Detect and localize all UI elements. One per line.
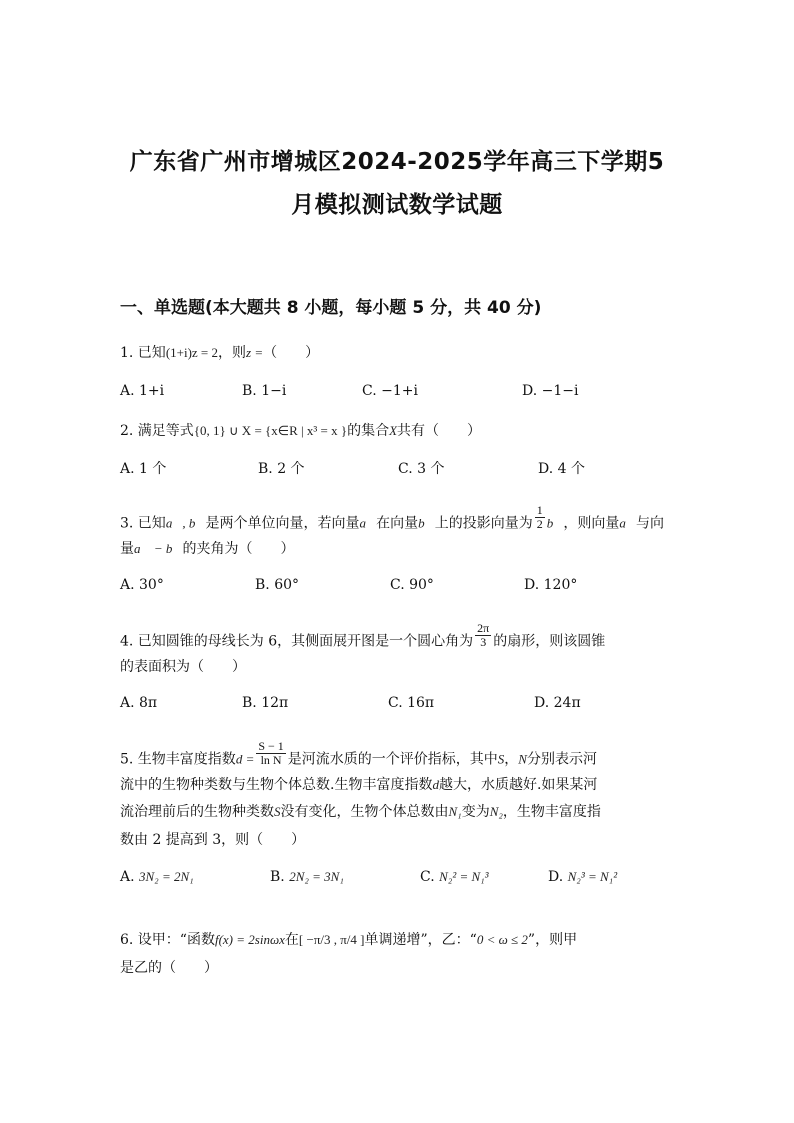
q2-set-equation: {0, 1} ∪ X = {x∈R | x³ = x } [193, 423, 348, 438]
q2-option-c: C. 3 个 [398, 461, 445, 477]
document-title-line-2: 月模拟测试数学试题 [291, 192, 503, 218]
question-5-line-3: 流治理前后的生物种类数S没有变化，生物个体总数由N₁变为N₂，生物丰富度指 [120, 804, 601, 820]
question-1: 1. 已知(1+i)z = 2，则z =（ ） [120, 345, 320, 361]
document-title-line-1: 广东省广州市增城区2024-2025学年高三下学期5 [129, 149, 665, 175]
q5-option-d: D. N₂³ = N₁² [548, 869, 618, 885]
q3-option-d: D. 120° [524, 577, 578, 593]
q1-option-b: B. 1−i [242, 383, 287, 399]
q4-option-d: D. 24π [534, 695, 581, 711]
q1-option-a: A. 1+i [120, 383, 165, 399]
section-heading: 一、单选题(本大题共 8 小题，每小题 5 分，共 40 分) [120, 298, 542, 318]
q1-option-c: C. −1+i [362, 383, 418, 399]
question-5-line-2: 流中的生物种类数与生物个体总数.生物丰富度指数d越大，水质越好.如果某河 [120, 777, 598, 793]
question-6-line-2: 是乙的（ ） [120, 960, 218, 976]
q5-fraction: $\frac{S - 1}{\text{ln N}}$ [258, 739, 284, 767]
q2-option-d: D. 4 个 [538, 461, 585, 477]
q3-option-c: C. 90° [390, 577, 434, 593]
q5-option-a: A. 3N₂ = 2N₁ [120, 869, 194, 885]
q4-fraction: $\frac{2\pi}{3}$ [477, 621, 490, 649]
question-3-line-1: 3. 已知a⃗, b⃗是两个单位向量，若向量a⃗在向量b⃗上的投影向量为 $\frac{1}{2}$ b⃗，则向量a⃗与向 [120, 503, 665, 532]
q5-option-b: B. 2N₂ = 3N₁ [270, 869, 344, 885]
question-5-line-1: 5. 生物丰富度指数d = $\frac{S - 1}{\text{ln N}}$ 是河流水质的一个评价指标，其中S，N分别表示河 [120, 739, 597, 768]
q2-option-b: B. 2 个 [258, 461, 305, 477]
q3-option-b: B. 60° [255, 577, 300, 593]
question-2: 2. 满足等式{0, 1} ∪ X = {x∈R | x³ = x }的集合X共有（ ） [120, 423, 482, 439]
question-6-line-1: 6. 设甲：“函数f(x) = 2sinωx在[ −π/3 , π/4 ]单调递增”，乙：“0 < ω ≤ 2”，则甲 [120, 932, 578, 948]
q3-fraction: $\frac{1}{2}$ [536, 503, 543, 531]
question-3-line-2: 量a⃗ − b⃗的夹角为（ ） [120, 541, 295, 557]
q5-option-c: C. N₂² = N₁³ [420, 869, 489, 885]
q4-option-c: C. 16π [388, 695, 435, 711]
q1-equation: (1+i)z = 2 [165, 345, 219, 360]
question-4-line-2: 的表面积为（ ） [120, 659, 246, 675]
q4-option-a: A. 8π [120, 695, 158, 711]
question-4-line-1: 4. 已知圆锥的母线长为 6，其侧面展开图是一个圆心角为 $\frac{2\pi}{3}$ 的扇形，则该圆锥 [120, 621, 606, 650]
q2-option-a: A. 1 个 [120, 461, 167, 477]
q3-option-a: A. 30° [120, 577, 164, 593]
q1-option-d: D. −1−i [522, 383, 579, 399]
q4-option-b: B. 12π [242, 695, 289, 711]
q6-interval: [ −π/3 , π/4 ] [298, 932, 365, 947]
question-5-line-4: 数由 2 提高到 3，则（ ） [120, 832, 306, 848]
